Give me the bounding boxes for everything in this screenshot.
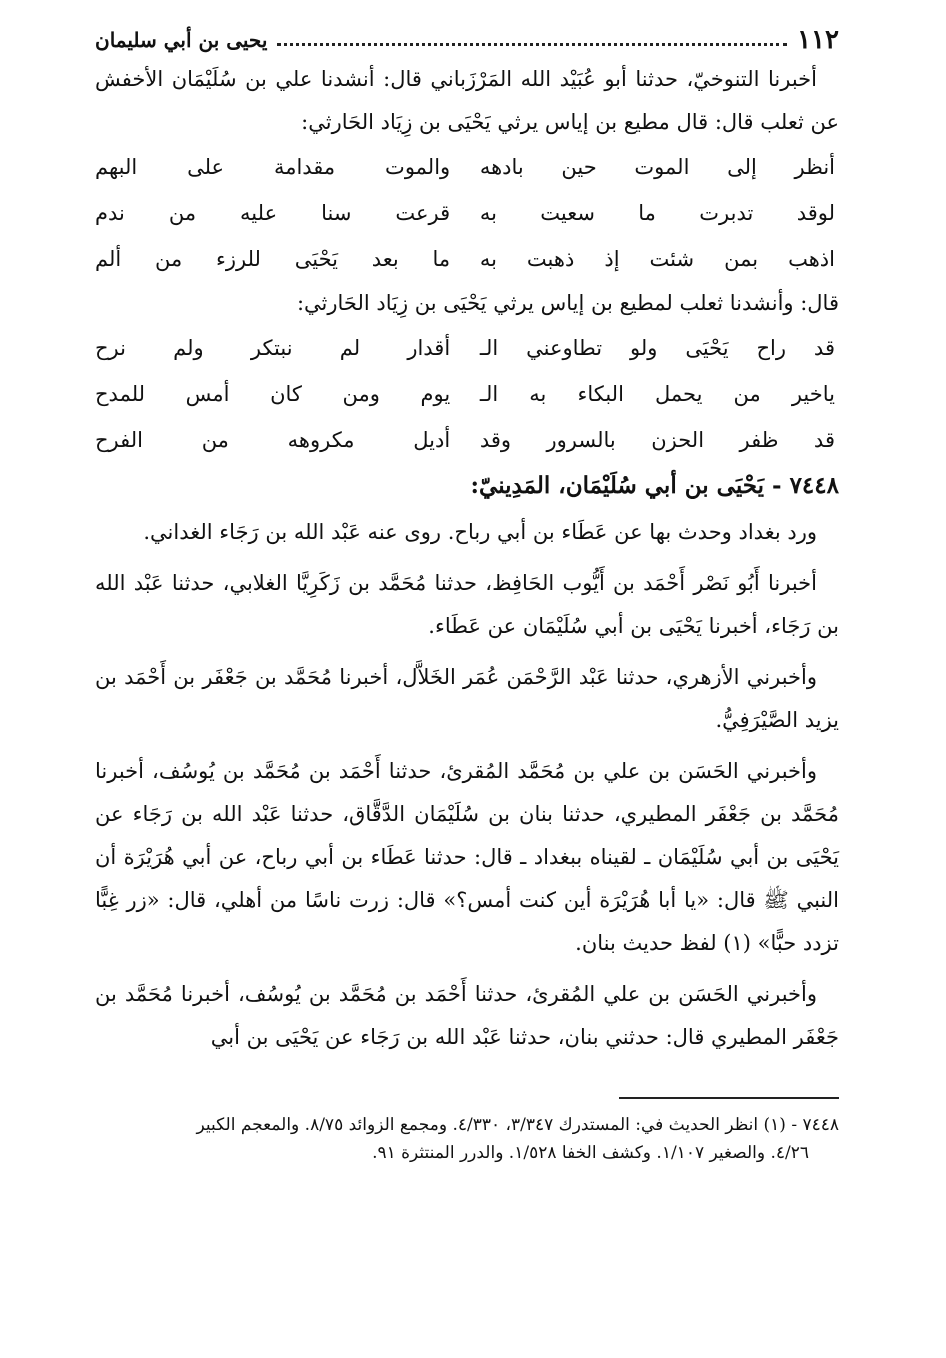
running-header — [95, 22, 839, 58]
verse-line — [95, 371, 839, 417]
footnote-line: ٤/٢٦. والصغير ١/١٠٧. وكشف الخفا ١/٥٢٨. والدرر المنتثرة ٩١. — [372, 1143, 809, 1163]
verse-first-half: قد ظفر الحزن بالسرور وقد — [479, 428, 835, 452]
verse-second-half: أديل مكروهه من الفرح — [95, 428, 451, 452]
verse-second-half: أقدار لم نبتكر ولم نرح — [95, 336, 451, 360]
verse-line — [95, 236, 839, 282]
verse-first-half: اذهب بمن شئت إذ ذهبت به — [479, 247, 835, 271]
verse-first-half: أنظر إلى الموت حين بادهه — [479, 155, 835, 179]
footnote-line: ٧٤٤٨ - (١) انظر الحديث في: المستدرك ٣/٣٤٧، ٤/٣٣٠. ومجمع الزوائد ٨/٧٥. والمعجم الكبير — [196, 1115, 839, 1135]
entry-paragraph: وأخبرني الحَسَن بن علي المُقرئ، حدثنا أَحْمَد بن مُحَمَّد بن يُوسُف، أخبرنا مُحَمَّد بن جَعْفَر المطيري قال: حدثني بنان، حدثنا عَبْد الله بن رَجَاء عن يَحْيَى بن أبي — [95, 982, 839, 1049]
entry-paragraph: وأخبرني الأزهري، حدثنا عَبْد الرَّحْمَن عُمَر الخَلاَّل، أخبرنا مُحَمَّد بن جَعْفَر بن أَحْمَد بن يزيد الصَّيْرَفِيُّ. — [95, 665, 839, 732]
verse-line — [95, 190, 839, 236]
verse-first-half: قد راح يَحْيَى ولو تطاوعني الـ — [479, 336, 835, 360]
footnote-divider — [619, 1097, 839, 1099]
poem-2 — [95, 325, 839, 463]
verse-first-half: ياخير من يحمل البكاء به الـ — [479, 382, 835, 406]
entry-heading: ٧٤٤٨ - يَحْيَى بن أبي سُلَيْمَان، المَدِينيّ: — [470, 472, 839, 499]
verse-second-half: يوم ومن كان أمس للمدح — [95, 382, 451, 406]
verse-second-half: ما بعد يَحْيَى للرزء من ألم — [95, 247, 451, 271]
verse-first-half: لوقد تدبرت ما سعيت به — [479, 201, 835, 225]
poem-1 — [95, 144, 839, 282]
verse-line — [95, 325, 839, 371]
intro-paragraph: أخبرنا التنوخيّ، حدثنا أبو عُبَيْد الله المَرْزَباني قال: أنشدنا علي بن سُلَيْمَان الأخفش عن ثعلب قال: قال مطيع بن إياس يرثي يَحْيَى بن زِيَاد الحَارثي: — [95, 67, 839, 134]
running-title: يحيى بن أبي سليمان — [95, 28, 268, 52]
entry-paragraph: وأخبرني الحَسَن بن علي بن مُحَمَّد المُقرئ، حدثنا أَحْمَد بن مُحَمَّد بن يُوسُف، أخبرنا مُحَمَّد بن جَعْفَر المطيري، حدثنا بنان بن سُلَيْمَان الدَّقَّاق، حدثنا عَبْد الله بن رَجَاء عن يَحْيَى بن أبي سُلَيْمَان ـ لقيناه ببغداد ـ قال: حدثنا عَطَاء بن أبي رباح، عن أبي هُرَيْرَة أن النبي ﷺ قال: «يا أبا هُرَيْرَة أين كنت أمس؟» قال: زرت ناسًا من أهلي، قال: «زر غِبًّا تزدد حبًّا» (١) لفظ حديث بنان. — [95, 759, 839, 955]
verse-second-half: والموت مقدامة على البهم — [95, 155, 451, 179]
poem-2-intro: قال: وأنشدنا ثعلب لمطيع بن إياس يرثي يَحْيَى بن زِيَاد الحَارثي: — [296, 291, 839, 315]
verse-second-half: قرعت سنا عليه من ندم — [95, 201, 451, 225]
verse-line — [95, 144, 839, 190]
entry-paragraph: ورد بغداد وحدث بها عن عَطَاء بن أبي رباح. روى عنه عَبْد الله بن رَجَاء الغداني. — [143, 520, 817, 544]
page-number: ١١٢ — [797, 25, 839, 55]
verse-line — [95, 417, 839, 463]
header-leader-dots — [277, 43, 787, 46]
book-page — [95, 22, 839, 1348]
entry-paragraph: أخبرنا أَبُو نَصْر أَحْمَد بن أَيُّوب الحَافِظ، حدثنا مُحَمَّد بن زَكَرِيَّا الغلابي، حدثنا عَبْد الله بن رَجَاء، أخبرنا يَحْيَى بن أبي سُلَيْمَان عن عَطَاء. — [95, 571, 839, 638]
footnote — [95, 1111, 839, 1167]
